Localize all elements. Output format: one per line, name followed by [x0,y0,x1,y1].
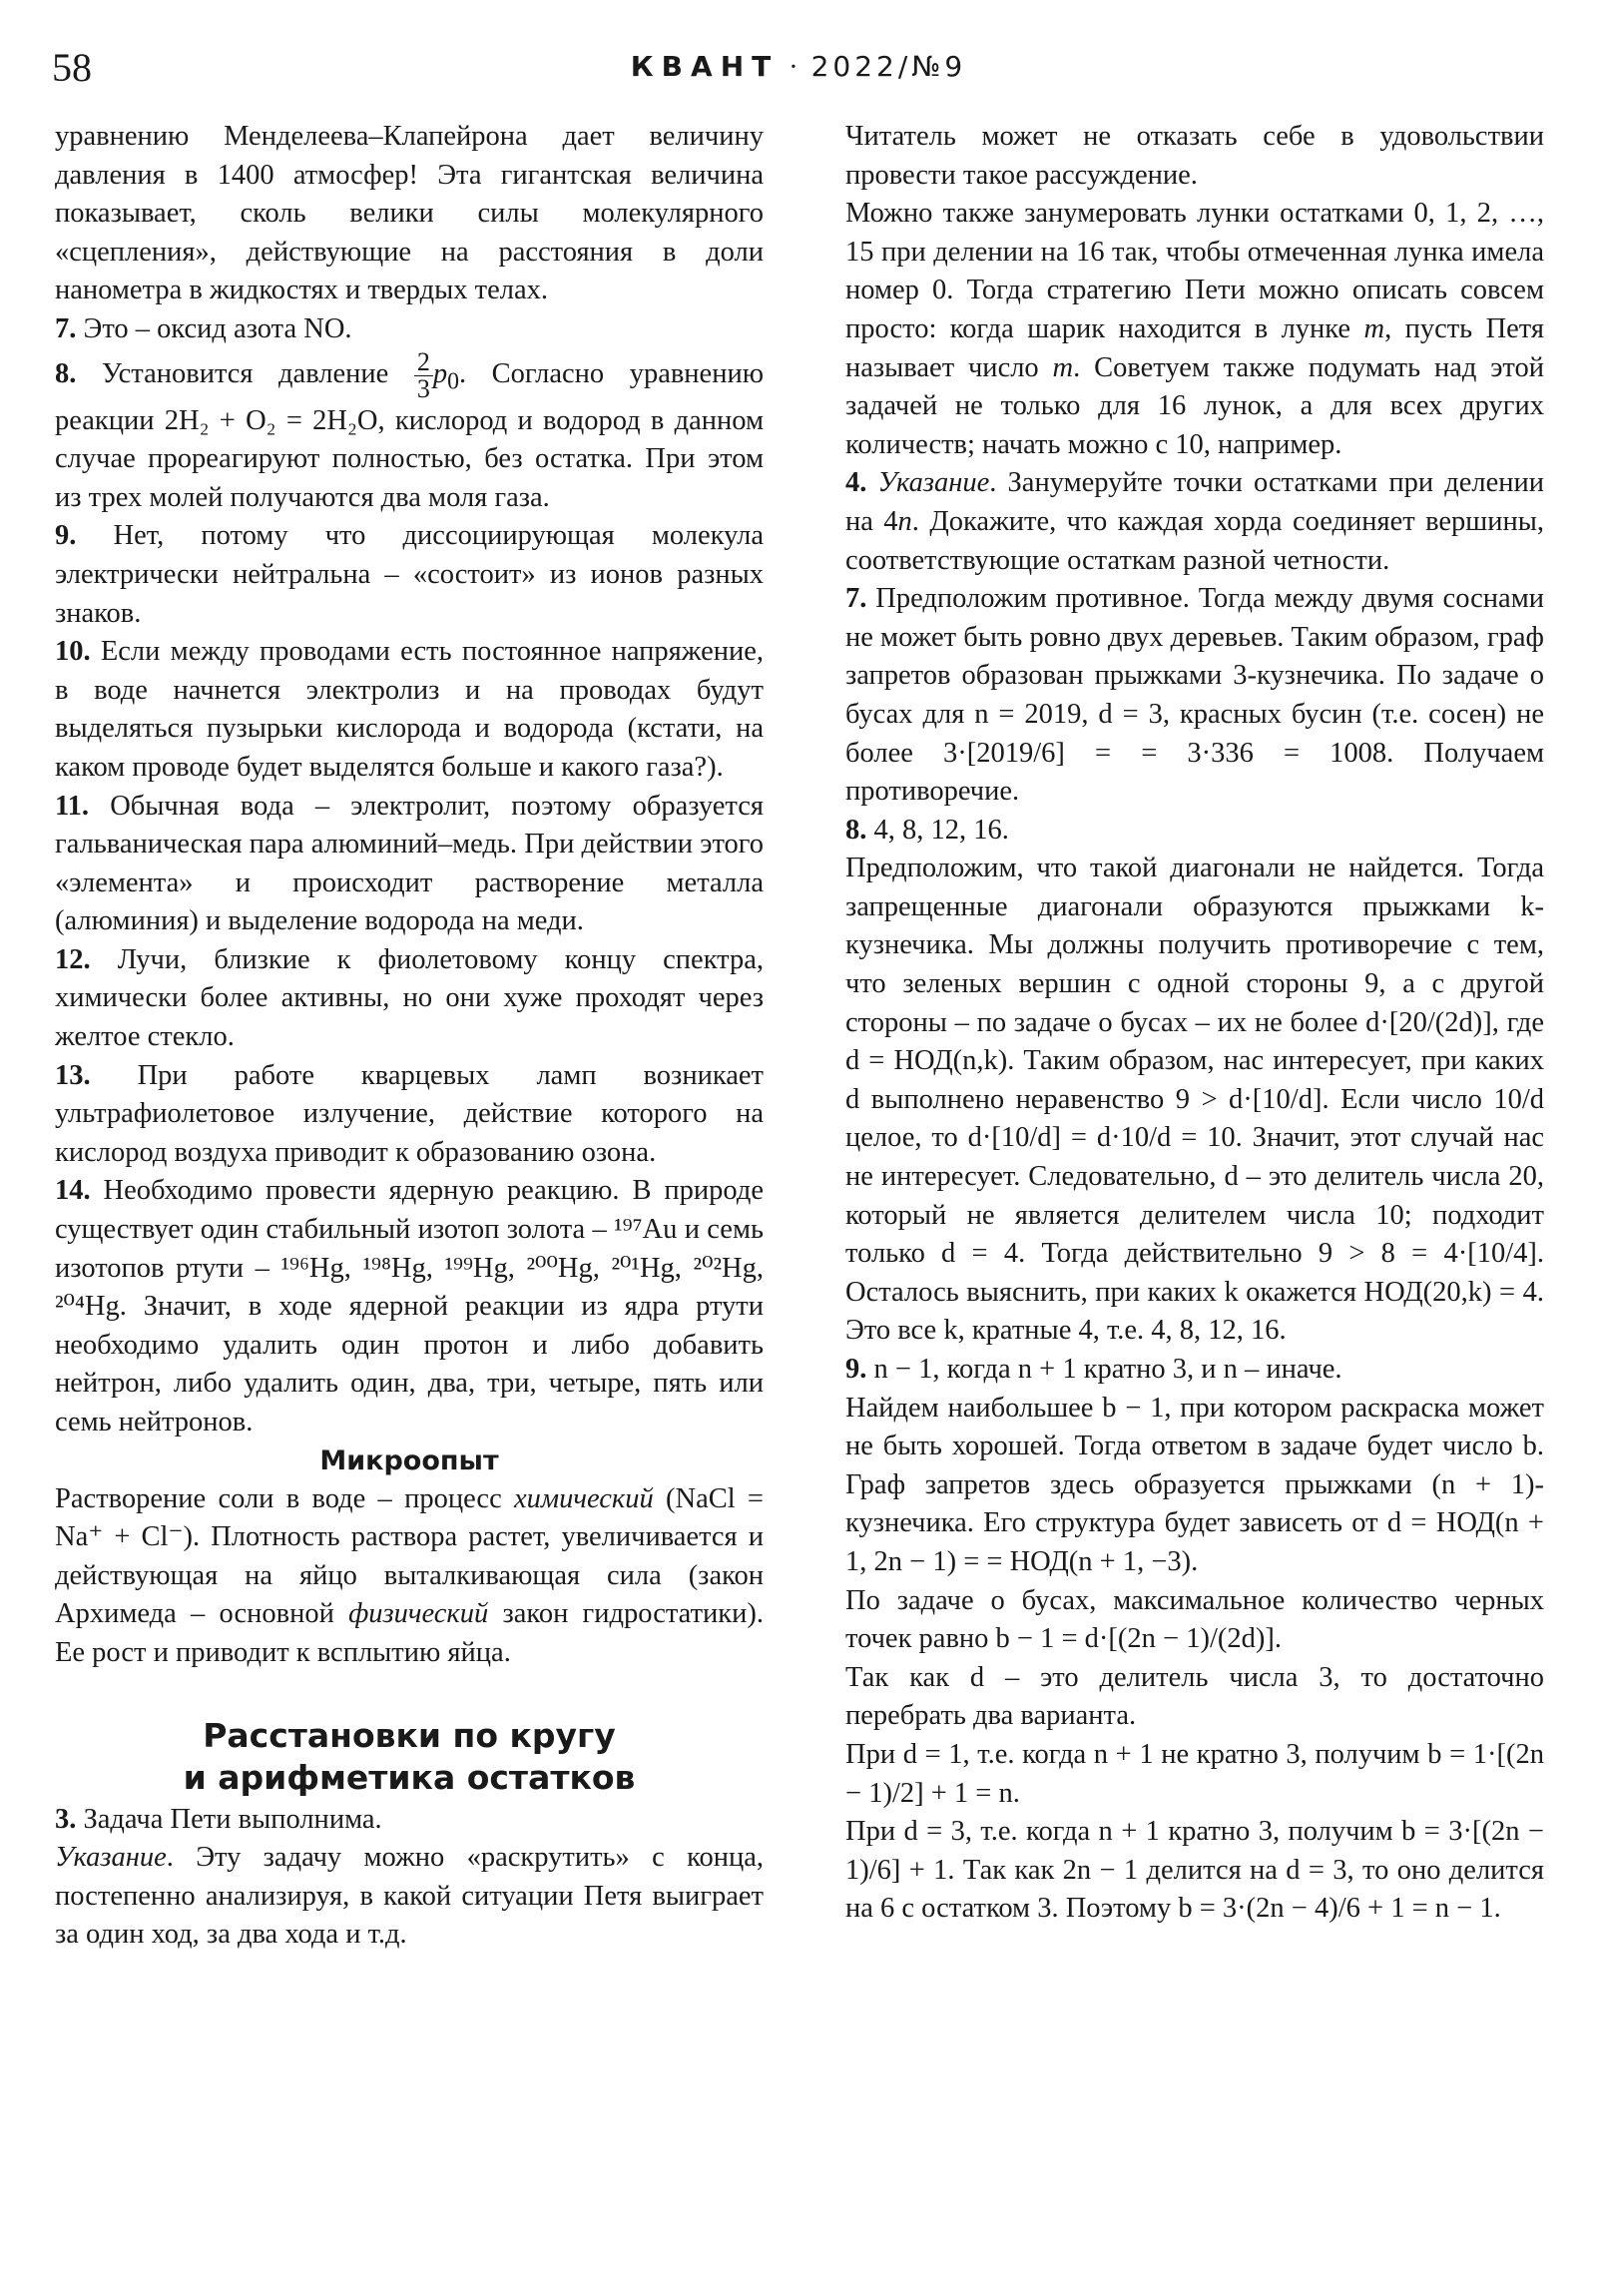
paragraph: Можно также занумеровать лунки остатками 0, 1, 2, …, 15 при делении на 16 так, чтобы отмеченная лунка имела номер 0. Тогда стратегию Пети можно описать совсем просто: когда шарик находится в лунке m, пусть Петя называет число m. Советуем также подумать над этой задачей не только для 16 лунок, а для всех других количеств; начать можно с 10, например. [845,198,1545,460]
answer-number: 13. [55,1059,91,1091]
answer-9: 9. Нет, потому что диссоциирующая молекула электрически нейтральна – «состоит» из ионов разных знаков. [55,520,764,629]
journal-issue: 2022/№9 [810,50,967,83]
answer-7: 7. Предположим противное. Тогда между двумя соснами не может быть ровно двух деревьев. Таким образом, граф запретов образован прыжками 3-кузнечика. По задаче о бусах для n = 2019, d = 3, красных бусин (т.е. сосен) не более 3·[2019/6] = = 3·336 = 1008. Получаем противоречие. [845,583,1544,808]
page-header [52,44,1545,94]
answer-number: 7. [55,312,77,344]
answer-9: 9. n − 1, когда n + 1 кратно 3, и n – иначе. [845,1354,1342,1385]
paragraph: Найдем наибольшее b − 1, при котором раскраска может не быть хорошей. Тогда ответом в задаче будет число b. Граф запретов здесь образуется прыжками (n + 1)-кузнечика. Его структура будет зависеть от d = НОД(n + 1, 2n − 1) = = НОД(n + 1, −3). [845,1392,1544,1577]
page-number: 58 [52,45,92,90]
answer-8: 8. 4, 8, 12, 16. [845,814,1009,846]
left-column [55,118,764,1955]
journal-name: КВАНТ [630,50,780,83]
right-column [845,118,1544,1929]
answer-number: 4. [845,467,867,499]
answer-number: 3. [55,1803,77,1835]
journal-title [52,50,1545,84]
answer-7: 7. Это – оксид азота NO. [55,312,352,344]
subsection-title: Микроопыт [319,1444,499,1476]
answer-4: 4. Указание. Занумеруйте точки остатками при делении на 4n. Докажите, что каждая хорда соединяет вершины, соответствующие остаткам разной четности. [845,467,1544,576]
paragraph: При d = 3, т.е. когда n + 1 кратно 3, получим b = 3·[(2n − 1)/6] + 1. Так как 2n − 1 делится на d = 3, то оно делится на 6 с остатком 3. Поэтому b = 3·(2n − 4)/6 + 1 = n − 1. [845,1816,1544,1925]
answer-number: 10. [55,636,91,668]
answer-number: 14. [55,1175,91,1207]
paragraph: Читатель может не отказать себе в удовольствии провести такое рассуждение. [845,121,1544,191]
paragraph: Предположим, что такой диагонали не найдется. Тогда запрещенные диагонали образуются прыжками k-кузнечика. Мы должны получить противоречие с тем, что зеленых вершин с одной стороны 9, а с другой стороны – по задаче о бусах – их не более d·[20/(2d)], где d = НОД(n,k). Таким образом, нас интересует, при каких d выполнено неравенство 9 > d·[10/d]. Если число 10/d целое, то d·[10/d] = d·10/d = 10. Значит, этот случай нас не интересует. Следовательно, d – это делитель числа 20, который не является делителем числа 10; подходит только d = 4. Тогда действительно 9 > 8 = 4·[10/4]. Осталось выяснить, при каких k окажется НОД(20,k) = 4. Это все k, кратные 4, т.е. 4, 8, 12, 16. [845,853,1544,1347]
answer-number: 9. [845,1354,867,1385]
microexperiment-text: Растворение соли в воде – процесс химический (NaCl = Na⁺ + Cl⁻). Плотность раствора растет, увеличивается и действующая на яйцо выталкивающая сила (закон Архимеда – основной физический закон гидростатики). Ее рост и приводит к всплытию яйца. [55,1482,764,1668]
paragraph: При d = 1, т.е. когда n + 1 не кратно 3, получим b = 1·[(2n − 1)/2] + 1 = n. [845,1738,1544,1809]
answer-8: 8. Установится давление $\frac{2}{3}$ $p_0$. Согласно уравнению реакции 2H₂ + O₂ = 2H₂O, кислород и водород в данном случае прореагируют полностью, без остатка. При этом из трех молей получаются два моля газа. [55,346,764,513]
answer-10: 10. Если между проводами есть постоянное напряжение, в воде начнется электролиз и на проводах будут выделяться пузырьки кислорода и водорода (кстати, на каком проводе будет выделятся больше и какого газа?). [55,636,764,783]
paragraph: По задаче о бусах, максимальное количество черных точек равно b − 1 = d·[(2n − 1)/(2d)]. [845,1584,1544,1655]
answer-14: 14. Необходимо провести ядерную реакцию. В природе существует один стабильный изотоп золота – ¹⁹⁷Au и семь изотопов ртути – ¹⁹⁶Hg, ¹⁹⁸Hg, ¹⁹⁹Hg, ²⁰⁰Hg, ²⁰¹Hg, ²⁰²Hg, ²⁰⁴Hg. Значит, в ходе ядерной реакции из ядра ртути необходимо удалить один протон и либо добавить нейтрон, либо удалить один, два, три, четыре, пять или семь нейтронов. [55,1175,764,1437]
section-title: Расстановки по кругу и арифметика остатков [183,1715,636,1797]
header-separator: · [789,52,801,83]
answer-number: 12. [55,943,91,975]
hint-b3: Указание. Эту задачу можно «раскрутить» с конца, постепенно анализируя, в какой ситуации Петя выиграет за один ход, за два хода и т.д. [55,1842,764,1951]
answer-number: 9. [55,520,77,552]
answer-12: 12. Лучи, близкие к фиолетовому концу спектра, химически более активны, но они хуже проходят через желтое стекло. [55,943,764,1053]
answer-number: 8. [845,814,867,846]
fraction: $\frac{2}{3}$ [414,349,433,402]
answer-number: 8. [55,357,77,389]
answer-b3: 3. Задача Пети выполнима. [55,1803,382,1835]
answer-13: 13. При работе кварцевых ламп возникает ультрафиолетовое излучение, действие которого на кислород воздуха приводит к образованию озона. [55,1059,764,1168]
answer-number: 7. [845,583,867,615]
paragraph: Так как d – это делитель числа 3, то достаточно перебрать два варианта. [845,1661,1544,1732]
answer-number: 11. [55,790,90,822]
answer-11: 11. Обычная вода – электролит, поэтому образуется гальваническая пара алюминий–медь. При действии этого «элемента» и происходит растворение металла (алюминия) и выделение водорода на меди. [55,790,764,937]
paragraph: уравнению Менделеева–Клапейрона дает величину давления в 1400 атмосфер! Эта гигантская величина показывает, сколь велики силы молекулярного «сцепления», действующие на расстояния в доли нанометра в жидкостях и твердых телах. [55,121,764,306]
